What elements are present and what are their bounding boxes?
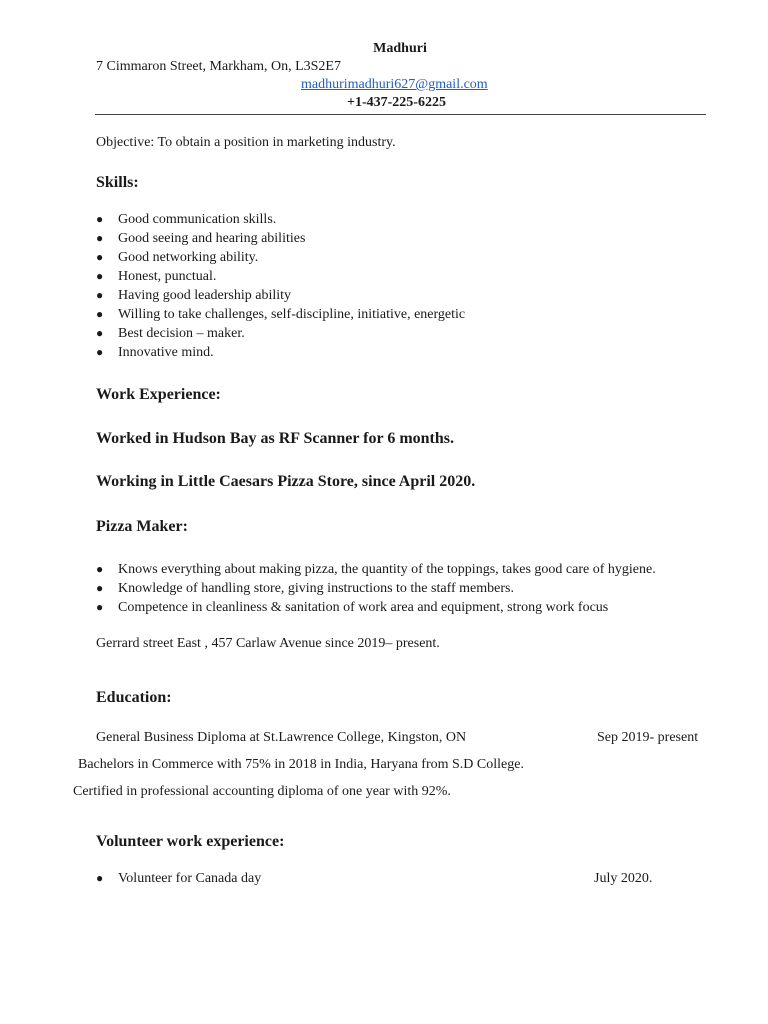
bullet-icon: ● (96, 581, 104, 595)
list-item: ● Competence in cleanliness & sanitation of work area and equipment, strong work focus (96, 600, 609, 615)
skills-list (96, 210, 465, 362)
bullet-icon: ● (96, 345, 104, 359)
email-link[interactable]: madhurimadhuri627@gmail.com (301, 77, 488, 92)
list-item: ● Knows everything about making pizza, the quantity of the toppings, takes good care of hygiene. (96, 562, 656, 577)
objective-text: Objective: To obtain a position in marketing industry. (96, 135, 396, 150)
bullet-icon: ● (96, 212, 104, 226)
bullet-icon: ● (96, 269, 104, 283)
bullet-icon: ● (96, 326, 104, 340)
education-heading: Education: (96, 689, 172, 706)
list-item: ● Having good leadership ability (96, 288, 292, 303)
bullet-icon: ● (96, 562, 104, 576)
skills-heading: Skills: (96, 174, 139, 191)
education-certified: Certified in professional accounting diploma of one year with 92%. (73, 784, 451, 799)
list-item: ● Volunteer for Canada day (96, 871, 262, 886)
volunteer-list (96, 869, 261, 888)
list-item: ● Knowledge of handling store, giving instructions to the staff members. (96, 581, 514, 596)
address: 7 Cimmaron Street, Markham, On, L3S2E7 (96, 59, 341, 74)
work-experience-line: Worked in Hudson Bay as RF Scanner for 6 months. (96, 430, 454, 447)
list-item: ● Best decision – maker. (96, 326, 245, 341)
pizza-maker-list (96, 560, 656, 617)
education-diploma: General Business Diploma at St.Lawrence College, Kingston, ON (96, 730, 467, 745)
education-bachelors: Bachelors in Commerce with 75% in 2018 in India, Haryana from S.D College. (78, 757, 524, 772)
volunteer-heading: Volunteer work experience: (96, 833, 285, 850)
work-experience-heading: Work Experience: (96, 386, 221, 403)
bullet-icon: ● (96, 307, 104, 321)
bullet-icon: ● (96, 250, 104, 264)
list-item: ● Innovative mind. (96, 345, 214, 360)
work-experience-line: Working in Little Caesars Pizza Store, since April 2020. (96, 473, 476, 490)
volunteer-date: July 2020. (594, 871, 653, 886)
resume-name: Madhuri (373, 41, 427, 56)
bullet-icon: ● (96, 231, 104, 245)
bullet-icon: ● (96, 600, 104, 614)
list-item: ● Good networking ability. (96, 250, 259, 265)
phone-number: +1-437-225-6225 (347, 95, 446, 110)
list-item: ● Good seeing and hearing abilities (96, 231, 306, 246)
pizza-maker-heading: Pizza Maker: (96, 518, 188, 535)
list-item: ● Willing to take challenges, self-discipline, initiative, energetic (96, 307, 466, 322)
list-item: ● Good communication skills. (96, 212, 277, 227)
header-divider (95, 114, 706, 115)
bullet-icon: ● (96, 871, 104, 885)
bullet-icon: ● (96, 288, 104, 302)
list-item: ● Honest, punctual. (96, 269, 217, 284)
education-diploma-date: Sep 2019- present (597, 730, 699, 745)
pizza-maker-location: Gerrard street East , 457 Carlaw Avenue since 2019– present. (96, 636, 440, 651)
